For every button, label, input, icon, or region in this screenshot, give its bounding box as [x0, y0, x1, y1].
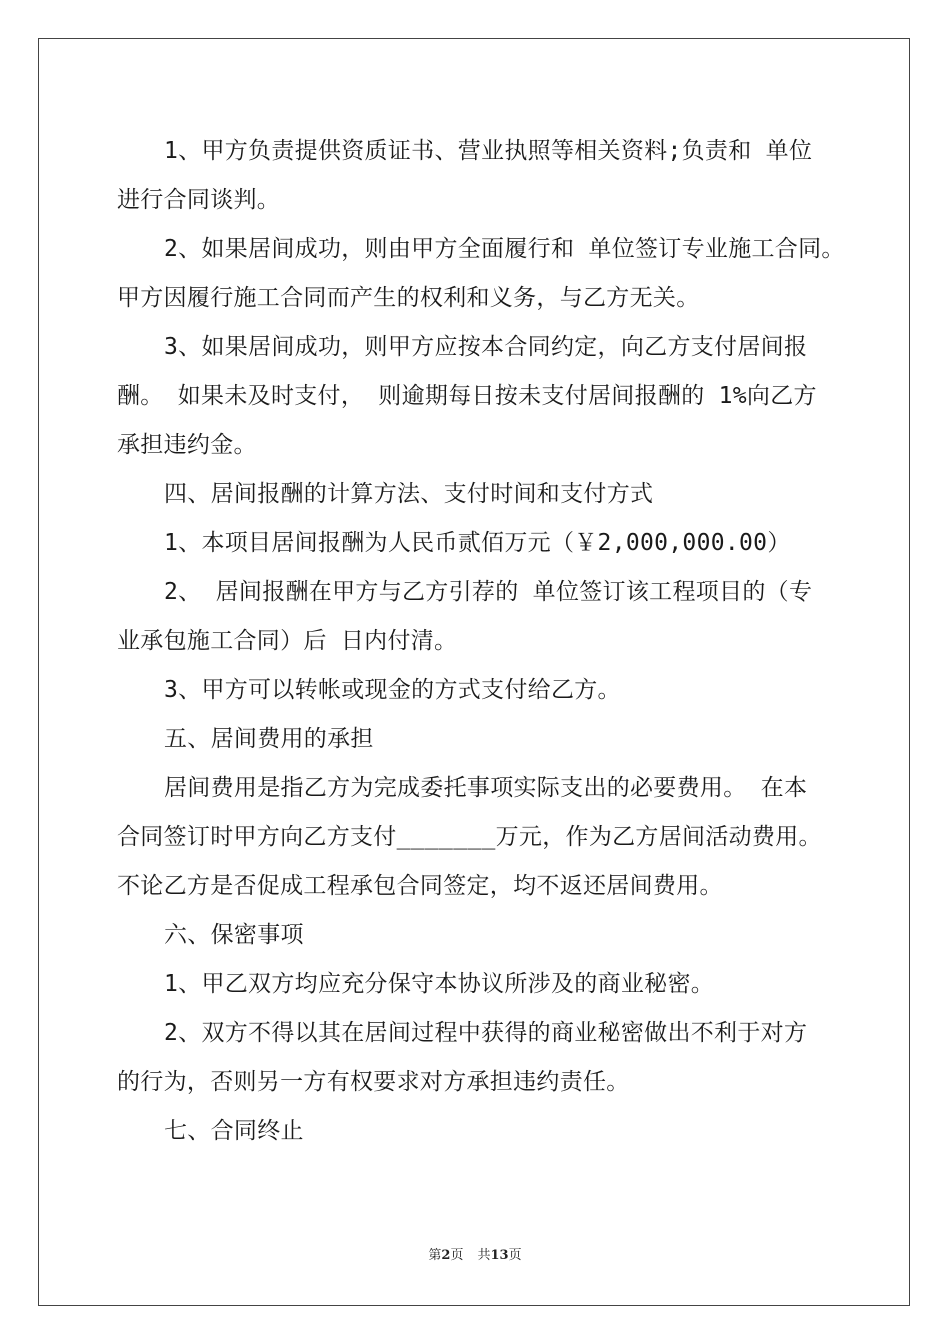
- section-heading: 五、居间费用的承担: [164, 726, 374, 752]
- footer-page-number: 2: [441, 1248, 451, 1263]
- paragraph-line: 2、如果居间成功，则由甲方全面履行和 单位签订专业施工合同。: [164, 236, 845, 262]
- paragraph-line: 承担违约金。: [117, 432, 257, 458]
- paragraph-line: 3、甲方可以转帐或现金的方式支付给乙方。: [164, 677, 621, 703]
- paragraph-line: 甲方因履行施工合同而产生的权利和义务，与乙方无关。: [117, 285, 700, 311]
- footer-total-suffix: 页: [508, 1248, 522, 1263]
- paragraph-line: 业承包施工合同）后 日内付清。: [117, 628, 458, 654]
- section-heading: 六、保密事项: [164, 922, 304, 948]
- paragraph-line: 2、双方不得以其在居间过程中获得的商业秘密做出不利于对方: [164, 1020, 808, 1046]
- paragraph-line: 3、如果居间成功，则甲方应按本合同约定，向乙方支付居间报: [164, 334, 808, 360]
- paragraph-line: 1、甲方负责提供资质证书、营业执照等相关资料;负责和 单位: [164, 138, 813, 164]
- footer-total-prefix: 共: [477, 1248, 491, 1263]
- paragraph-line: 1、甲乙双方均应充分保守本协议所涉及的商业秘密。: [164, 971, 715, 997]
- paragraph-line: 1、本项目居间报酬为人民币贰佰万元（￥2,000,000.00）: [164, 530, 791, 556]
- paragraph-line: 的行为，否则另一方有权要求对方承担违约责任。: [117, 1069, 630, 1095]
- footer-page-suffix: 页: [450, 1248, 464, 1263]
- paragraph-line: 居间费用是指乙方为完成委托事项实际支出的必要费用。 在本: [164, 775, 808, 801]
- paragraph-line: 进行合同谈判。: [117, 187, 281, 213]
- paragraph-line: 合同签订时甲方向乙方支付_______万元，作为乙方居间活动费用。: [117, 824, 822, 850]
- paragraph-line: 酬。 如果未及时支付， 则逾期每日按未支付居间报酬的 1%向乙方: [117, 383, 817, 409]
- page-footer: [0, 1244, 950, 1263]
- paragraph-line: 不论乙方是否促成工程承包合同签定，均不返还居间费用。: [117, 873, 723, 899]
- section-heading: 四、居间报酬的计算方法、支付时间和支付方式: [164, 481, 654, 507]
- section-heading: 七、合同终止: [164, 1118, 304, 1144]
- footer-page-prefix: 第: [428, 1248, 442, 1263]
- paragraph-line: 2、 居间报酬在甲方与乙方引荐的 单位签订该工程项目的（专: [164, 579, 813, 605]
- footer-total-pages: 13: [490, 1248, 509, 1263]
- document-body: [117, 131, 843, 1160]
